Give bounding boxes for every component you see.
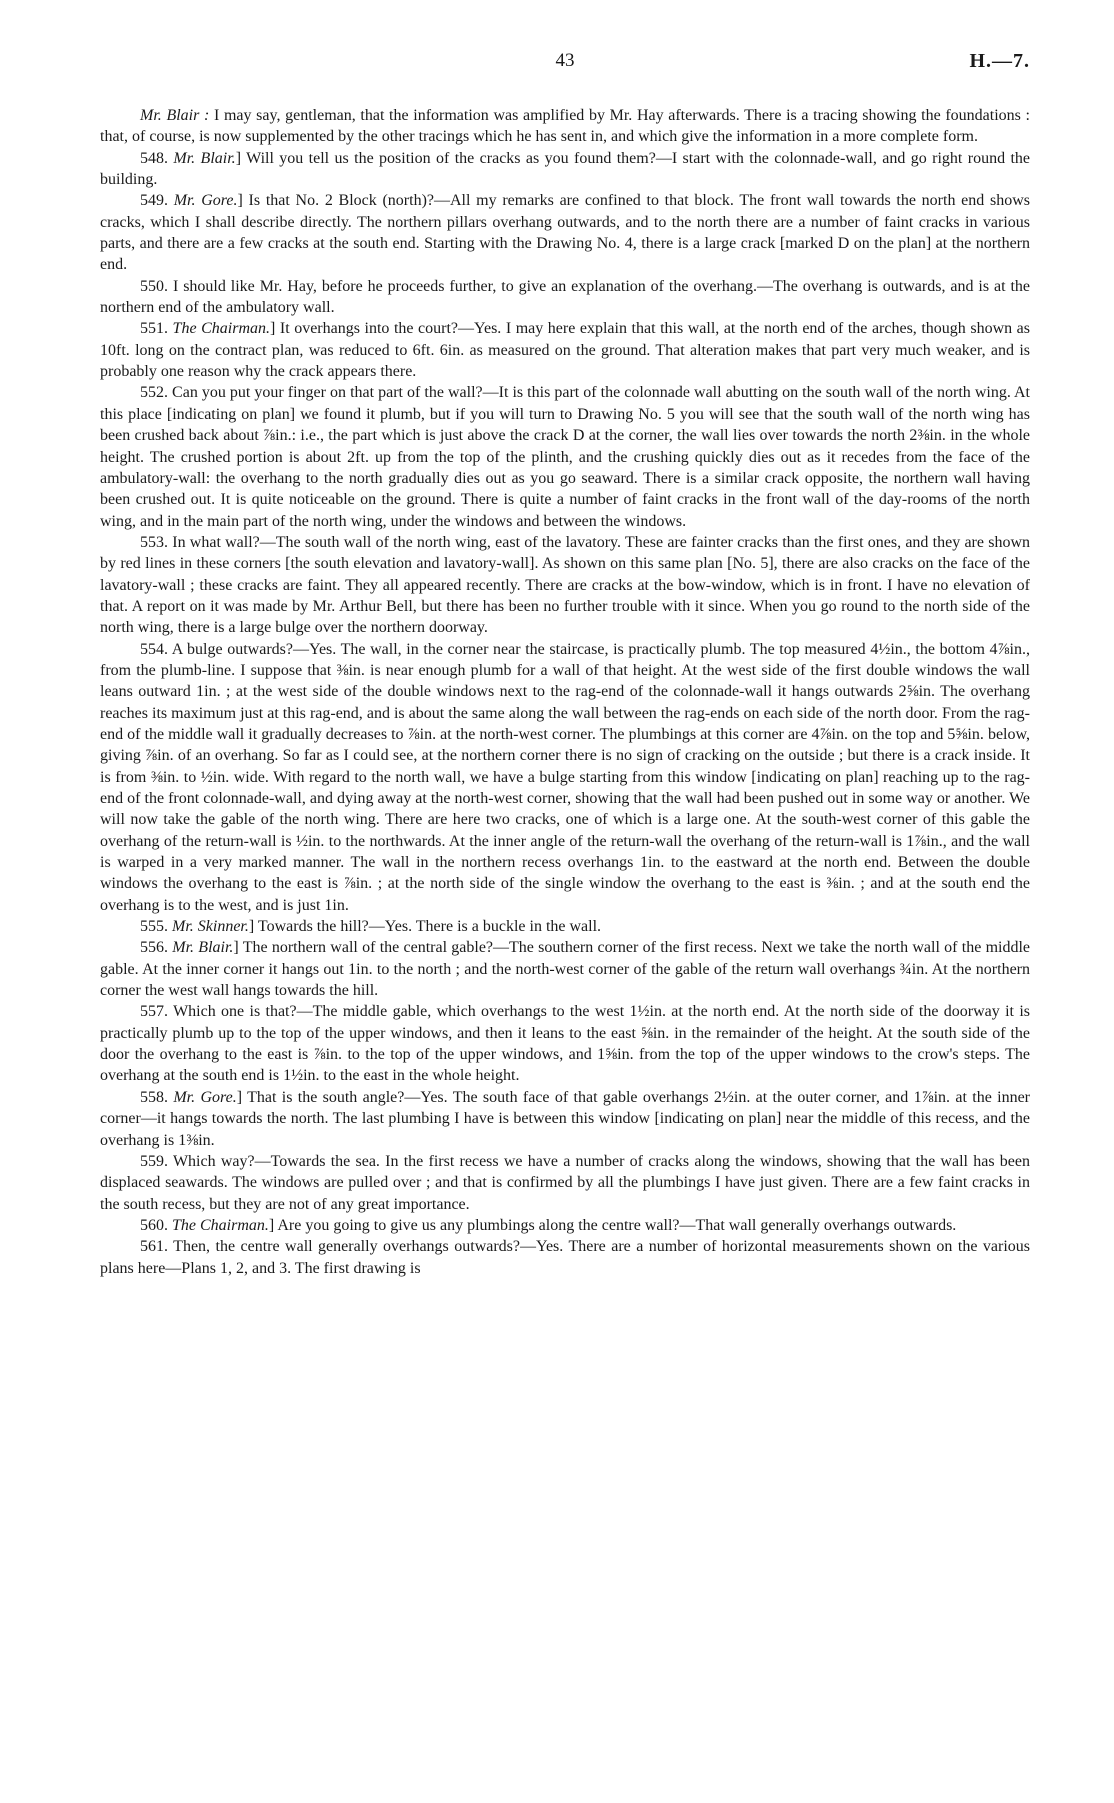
speaker-name: The Chairman. [172, 320, 270, 338]
paragraph-text: ] The northern wall of the central gable?—The southern corner of the first recess. Next we take the north wall of the middle gable. At the inner corner it hangs out 1in. to the north ; and the north-west corner of the gable of the return wall overhangs ¾in. At the northern corner the west wall hangs towards the hill. [100, 939, 1031, 1000]
question-number: 555. [140, 918, 172, 936]
speaker-name: Mr. Blair : [140, 107, 210, 124]
question-number: 548. [140, 149, 174, 167]
paragraph [100, 105, 1030, 148]
question-number: 549. [140, 192, 174, 210]
speaker-name: Mr. Blair. [173, 149, 236, 167]
speaker-name: Mr. Gore. [173, 1088, 237, 1106]
paragraph-text: ] That is the south angle?—Yes. The south face of that gable overhangs 2½in. at the outer corner, and 1⅞in. at the inner corner—it hangs towards the north. The last plumbing I have is between this window [indicating on plan] near the middle of this recess, and the overhang is 1⅜in. [100, 1088, 1030, 1149]
question-number: 553. [140, 533, 173, 551]
question-number: 556. [140, 939, 173, 957]
paragraph [100, 916, 1030, 937]
page-number: 43 [555, 50, 575, 71]
paragraph-text: Which way?—Towards the sea. In the first recess we have a number of cracks along the windows, showing that the wall has been displaced seawards. The windows are pulled over ; and that is confirmed by all the plumbings I have just given. There are a few faint cracks in the south recess, but they are not of any great importance. [100, 1152, 1030, 1213]
page-header [100, 50, 1030, 80]
paragraph [100, 1087, 1030, 1151]
question-number: 559. [140, 1152, 173, 1170]
body-text [100, 105, 1030, 1279]
speaker-name: Mr. Gore. [173, 192, 238, 210]
paragraph-text: Can you put your finger on that part of the wall?—It is this part of the colonnade wall abutting on the south wall of the north wing. At this place [indicating on plan] we found it plumb, but if you will turn to Drawing No. 5 you will see that the south wall of the north wing has been crushed back about ⅞in.: i.e., the part which is just above the crack D at the corner, the wall lies over towards the north 2⅜in. in the whole height. The crushed portion is about 2ft. up from the top of the plinth, and the crushing quickly dies out as it recedes from the face of the ambulatory-wall: the overhang to the north gradually dies out as you go seaward. There is a similar crack opposite, the northern wall having been crushed out. It is quite noticeable on the ground. There is quite a number of faint cracks in the front wall of the day-rooms of the north wing, and in the main part of the north wing, under the windows and between the windows. [100, 384, 1031, 530]
speaker-name: The Chairman. [172, 1216, 269, 1234]
question-number: 551. [140, 320, 173, 338]
paragraph-text: ] Will you tell us the position of the cracks as you found them?—I start with the colonnade-wall, and go right round the building. [100, 149, 1031, 189]
paragraph [100, 639, 1030, 916]
paragraph [100, 276, 1030, 319]
paragraph-text: I may say, gentleman, that the information was amplified by Mr. Hay afterwards. There is a tracing showing the foundations : that, of course, is now supplemented by the other tracings which he has sent in, and which give the information in a more complete form. [100, 107, 1030, 146]
question-number: 552. [140, 384, 173, 402]
question-number: 557. [140, 1003, 174, 1021]
paragraph [100, 148, 1030, 191]
question-number: 561. [140, 1238, 174, 1256]
question-number: 550. [140, 277, 173, 295]
paragraph-text: I should like Mr. Hay, before he proceeds further, to give an explanation of the overhang.—The overhang is outwards, and is at the northern end of the ambulatory wall. [100, 277, 1031, 317]
paragraph-text: Which one is that?—The middle gable, which overhangs to the west 1½in. at the north end. At the north side of the doorway it is practically plumb up to the top of the upper windows, and then it leans to the east ⅝in. in the remainder of the height. At the south side of the door the overhang to the east is ⅞in. to the top of the upper windows, and 1⅝in. from the top of the upper windows to the crow's steps. The overhang at the south end is 1½in. to the east in the whole height. [100, 1003, 1031, 1085]
paragraph [100, 382, 1030, 531]
document-code: H.—7. [969, 50, 1030, 72]
paragraph [100, 1236, 1030, 1279]
paragraph [100, 1001, 1030, 1086]
paragraph [100, 1215, 1030, 1236]
question-number: 558. [140, 1088, 174, 1106]
paragraph [100, 190, 1030, 275]
paragraph [100, 937, 1030, 1001]
paragraph-text: In what wall?—The south wall of the north wing, east of the lavatory. These are fainter cracks than the first ones, and they are shown by red lines in these corners [the south elevation and lavatory-wall]. As shown on this same plan [No. 5], there are also cracks on the face of the lavatory-wall ; these cracks are faint. They all appeared recently. There are cracks at the bow-window, which is in front. I have no elevation of that. A report on it was made by Mr. Arthur Bell, but there has been no further trouble with it since. When you go round to the north side of the north wing, there is a large bulge over the northern doorway. [100, 533, 1030, 637]
speaker-name: Mr. Skinner. [172, 918, 249, 936]
paragraph [100, 1151, 1030, 1215]
paragraph-text: A bulge outwards?—Yes. The wall, in the corner near the staircase, is practically plumb. The top measured 4½in., the bottom 4⅞in., from the plumb-line. I suppose that ⅜in. is near enough plumb for a wall of that height. At the west side of the first double windows the wall leans outward 1in. ; at the west side of the double windows next to the rag-end of the colonnade-wall it hangs outwards 2⅝in. The overhang reaches its maximum just at this rag-end, and is about the same along the wall between the rag-ends on each side of the north door. From the rag-end of the middle wall it gradually decreases to ⅞in. at the north-west corner. The plumbings at this corner are 4⅞in. on the top and 5⅝in. below, giving ⅞in. of an overhang. So far as I could see, at the northern corner there is no sign of cracking on the outside ; but there is a crack inside. It is from ⅜in. to ½in. wide. With regard to the north wall, we have a bulge starting from this window [indicating on plan] reaching up to the rag-end of the front colonnade-wall, and dying away at the north-west corner, showing that the wall had been pushed out in some way or another. We will now take the gable of the north wing. There are here two cracks, one of which is a large one. At the south-west corner of this gable the overhang of the return-wall is ½in. to the northwards. At the inner angle of the return-wall the overhang of the return-wall is 1⅞in., and the wall is warped in a very marked manner. The wall in the northern recess overhangs 1in. to the eastward at the north end. Between the double windows the overhang to the east is ⅞in. ; at the north side of the single window the overhang to the east is ⅜in. ; and at the south end the overhang is to the west, and is just 1in. [100, 640, 1030, 914]
question-number: 554. [140, 640, 172, 658]
paragraph-text: Then, the centre wall generally overhangs outwards?—Yes. There are a number of horizontal measurements shown on the various plans here—Plans 1, 2, and 3. The first drawing is [100, 1238, 1030, 1277]
question-number: 560. [140, 1216, 172, 1234]
paragraph-text: ] Is that No. 2 Block (north)?—All my remarks are confined to that block. The front wall towards the north end shows cracks, which I shall describe directly. The northern pillars overhang outwards, and to the north there are a number of faint cracks in various parts, and there are a few cracks at the south end. Starting with the Drawing No. 4, there is a large crack [marked D on the plan] at the northern end. [100, 192, 1030, 274]
paragraph-text: ] Towards the hill?—Yes. There is a buckle in the wall. [248, 918, 602, 936]
paragraph [100, 532, 1030, 639]
paragraph-text: ] Are you going to give us any plumbings along the centre wall?—That wall generally overhangs outwards. [268, 1216, 957, 1234]
paragraph [100, 318, 1030, 382]
speaker-name: Mr. Blair. [172, 939, 234, 957]
paragraph-text: ] It overhangs into the court?—Yes. I may here explain that this wall, at the north end of the arches, though shown as 10ft. long on the contract plan, was reduced to 6ft. 6in. as measured on the ground. That alteration makes that part very much weaker, and is probably one reason why the crack appears there. [100, 320, 1030, 381]
